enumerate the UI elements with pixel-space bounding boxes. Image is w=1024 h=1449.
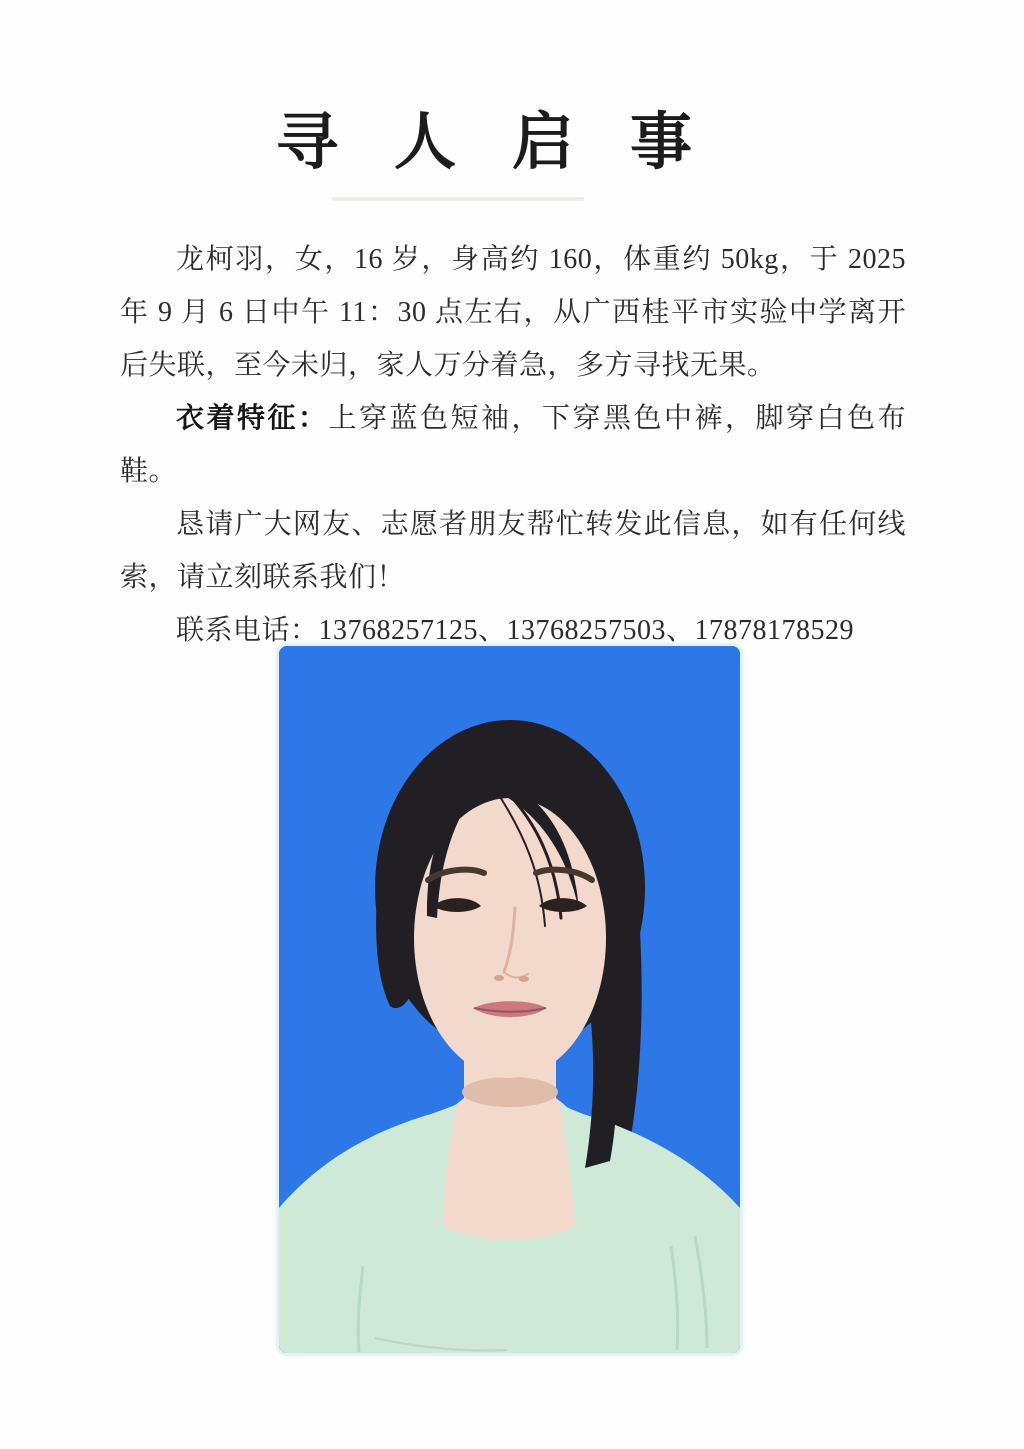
clothing-label: 衣着特征： [176, 403, 329, 434]
paragraph-description [120, 233, 906, 392]
paragraph-clothing-text: 上穿蓝色短袖，下穿黑色中裤，脚穿白色布鞋。 [120, 403, 906, 487]
title-underline [332, 197, 584, 201]
paragraph-appeal [120, 498, 906, 604]
portrait-illustration [279, 646, 740, 1353]
missing-person-photo [279, 646, 740, 1353]
paragraph-clothing [120, 392, 906, 498]
contact-phone-numbers: 联系电话：13768257125、13768257503、17878178529 [176, 615, 855, 646]
chin-shadow [462, 1077, 558, 1107]
notice-body [120, 233, 906, 657]
paragraph-appeal-text: 恳请广大网友、志愿者朋友帮忙转发此信息，如有任何线索，请立刻联系我们！ [120, 509, 906, 593]
page-title: 寻人启事 [275, 108, 748, 177]
paragraph-description-text: 龙柯羽，女，16 岁，身高约 160，体重约 50kg，于 2025 年 9 月 6 日中午 11：30 点左右，从广西桂平市实验中学离开后失联，至今未归，家人万分着急，多方寻找无果。 [120, 244, 906, 381]
